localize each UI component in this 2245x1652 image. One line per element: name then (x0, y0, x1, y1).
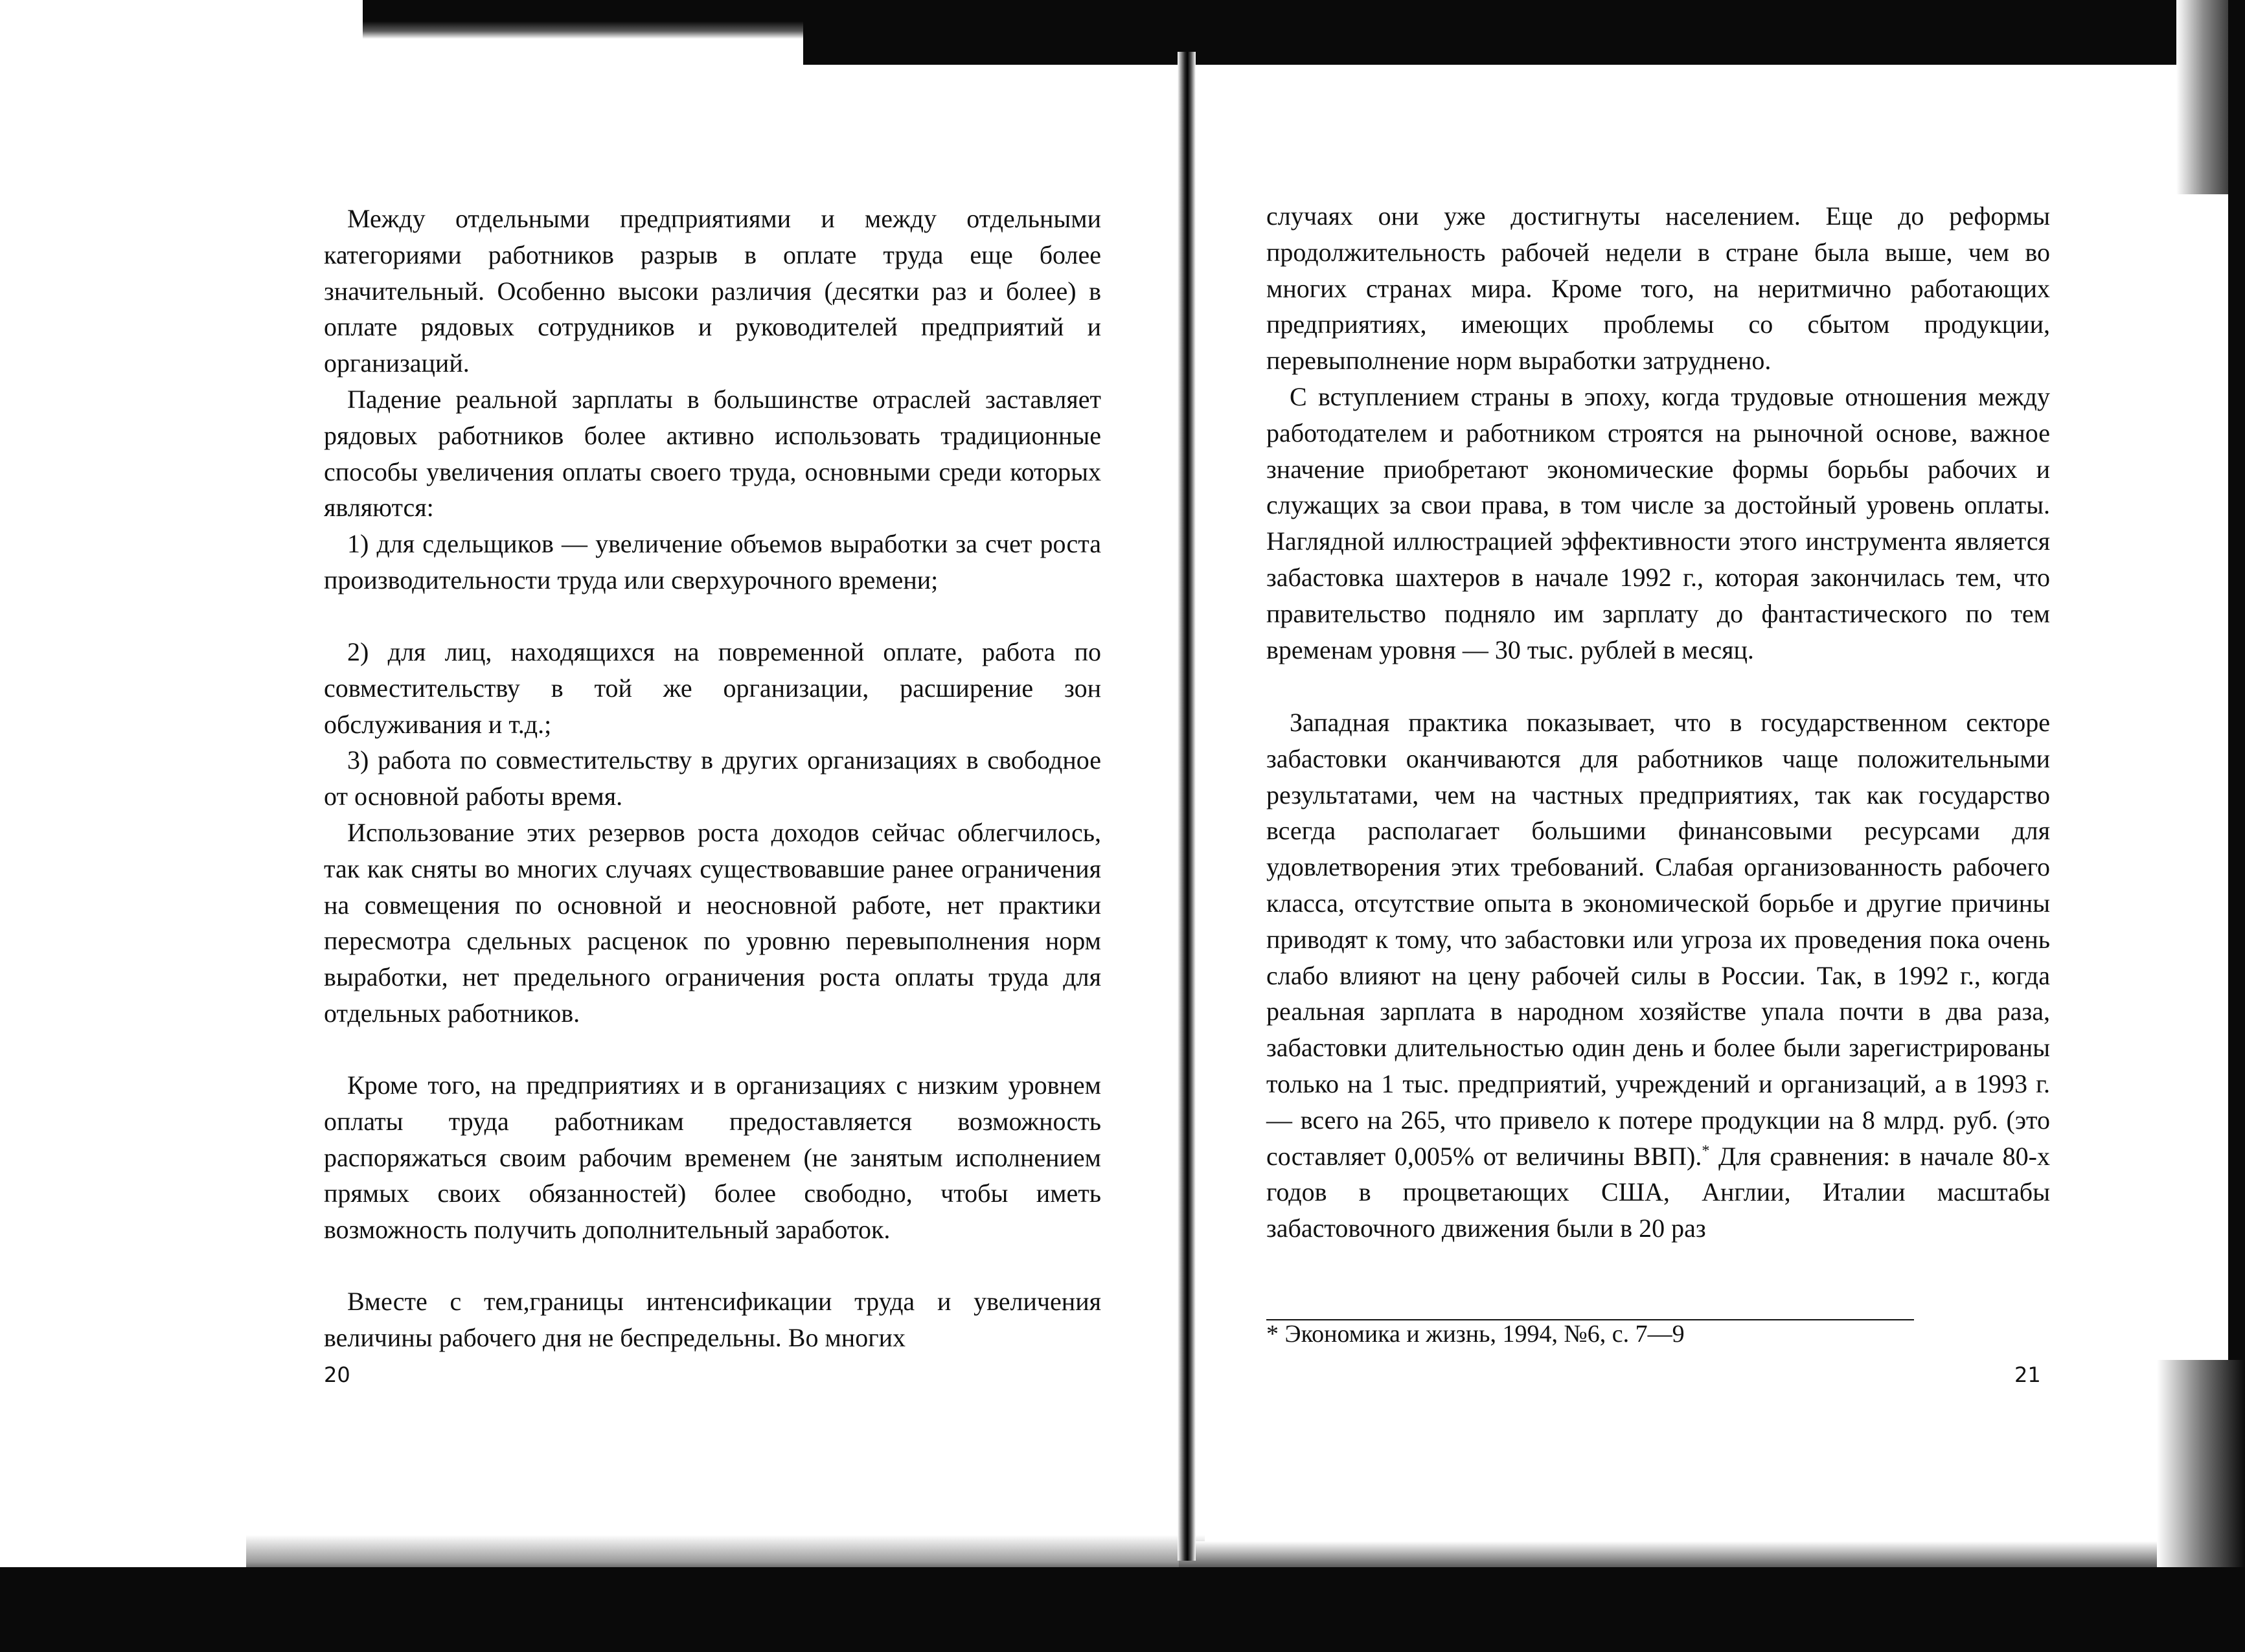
left-paragraph-1: Между отдельными предприятиями и между отдельными категориями работников разрыв в оплате труда еще более значительный. Особенно высоки различия (десятки раз и более) в оплате рядовых сотрудников и руководителей предприятий и организаций. (324, 204, 1101, 378)
scan-border-right-bottom (2157, 1360, 2245, 1580)
footnote-marker: * (1702, 1142, 1710, 1160)
right-paragraph-3 (1266, 705, 2050, 1247)
left-paragraph-4: Кроме того, на предприятиях и в организациях с низким уровнем оплаты труда работникам предоставляется возможность распоряжаться своим рабочим временем (не занятым исполнением прямых своих обязанностей) более свободно, чтобы иметь возможность получить дополнительный заработок. (324, 1070, 1101, 1245)
left-list-item-3: 3) работа по совместительству в других организациях в свободное от основной работы время. (324, 745, 1101, 811)
page-number-right: 21 (2014, 1363, 2041, 1387)
right-paragraph-2: С вступлением страны в эпоху, когда трудовые отношения между работодателем и работником строятся на рыночной основе, важное значение приобретают экономические формы борьбы рабочих и служащих за свои права, в том числе за достойный уровень оплаты. Наглядной иллюстрацией эффективности этого инструмента является забастовка шахтеров в начале 1992 г., которая закончилась тем, что правительство подняло им зарплату до фантастического по тем временам уровня — 30 тыс. рублей в месяц. (1266, 382, 2050, 664)
left-paragraph-5: Вместе с тем,границы интенсификации труда и увеличения величины рабочего дня не беспредельны. Во многих (324, 1287, 1101, 1352)
footnote: * Экономика и жизнь, 1994, №6, с. 7—9 (1266, 1320, 1685, 1348)
right-paragraph-3-continuation: Для сравнения: в начале 80-х годов в процветающих США, Англии, Италии масштабы забастовочного движения были в 20 раз (1266, 1141, 2050, 1243)
book-gutter (1178, 52, 1196, 1561)
left-page (324, 0, 1114, 1652)
left-paragraph-2: Падение реальной зарплаты в большинстве отраслей заставляет рядовых работников более активно использовать традиционные способы увеличения оплаты своего труда, основными среди которых являются: (324, 385, 1101, 523)
page-number-left: 20 (324, 1363, 350, 1387)
right-paragraph-1: случаях они уже достигнуты населением. Еще до реформы продолжительность рабочей недели в стране была выше, чем во многих странах мира. Кроме того, на неритмично работающих предприятиях, имеющих проблемы со сбытом продукции, перевыполнение норм выработки затруднено. (1266, 201, 2050, 376)
left-list-item-2: 2) для лиц, находящихся на повременной оплате, работа по совместительству в той же организации, расширение зон обслуживания и т.д.; (324, 637, 1101, 739)
right-paragraph-3-text: Западная практика показывает, что в государственном секторе забастовки оканчиваются для работников чаще положительными результатами, чем на частных предприятиях, так как государство всегда располагает большими финансовыми ресурсами для удовлетворения этих требований. Слабая организованность рабочего класса, отсутствие опыта в экономической борьбе и другие причины приводят к тому, что забастовки или угроза их проведения пока очень слабо влияют на цену рабочей силы в России. Так, в 1992 г., когда реальная зарплата в народном хозяйстве упала почти в два раза, забастовки длительностью один день и более были зарегистрированы только на 1 тыс. предприятий, учреждений и организаций, а в 1993 г. — всего на 265, что привело к потере продукции на 8 млрд. руб. (это составляет 0,005% от величины ВВП). (1266, 708, 2050, 1171)
right-page (1266, 0, 2063, 1652)
left-paragraph-3: Использование этих резервов роста доходов сейчас облегчилось, так как сняты во многих случаях существовавшие ранее ограничения на совмещения по основной и неосновной работе, нет практики пересмотра сдельных расценок по уровню перевыполнения норм выработки, нет предельного ограничения роста оплаты труда для отдельных работников. (324, 818, 1101, 1028)
left-list-item-1: 1) для сдельщиков — увеличение объемов выработки за счет роста производительности труда или сверхурочного времени; (324, 529, 1101, 594)
